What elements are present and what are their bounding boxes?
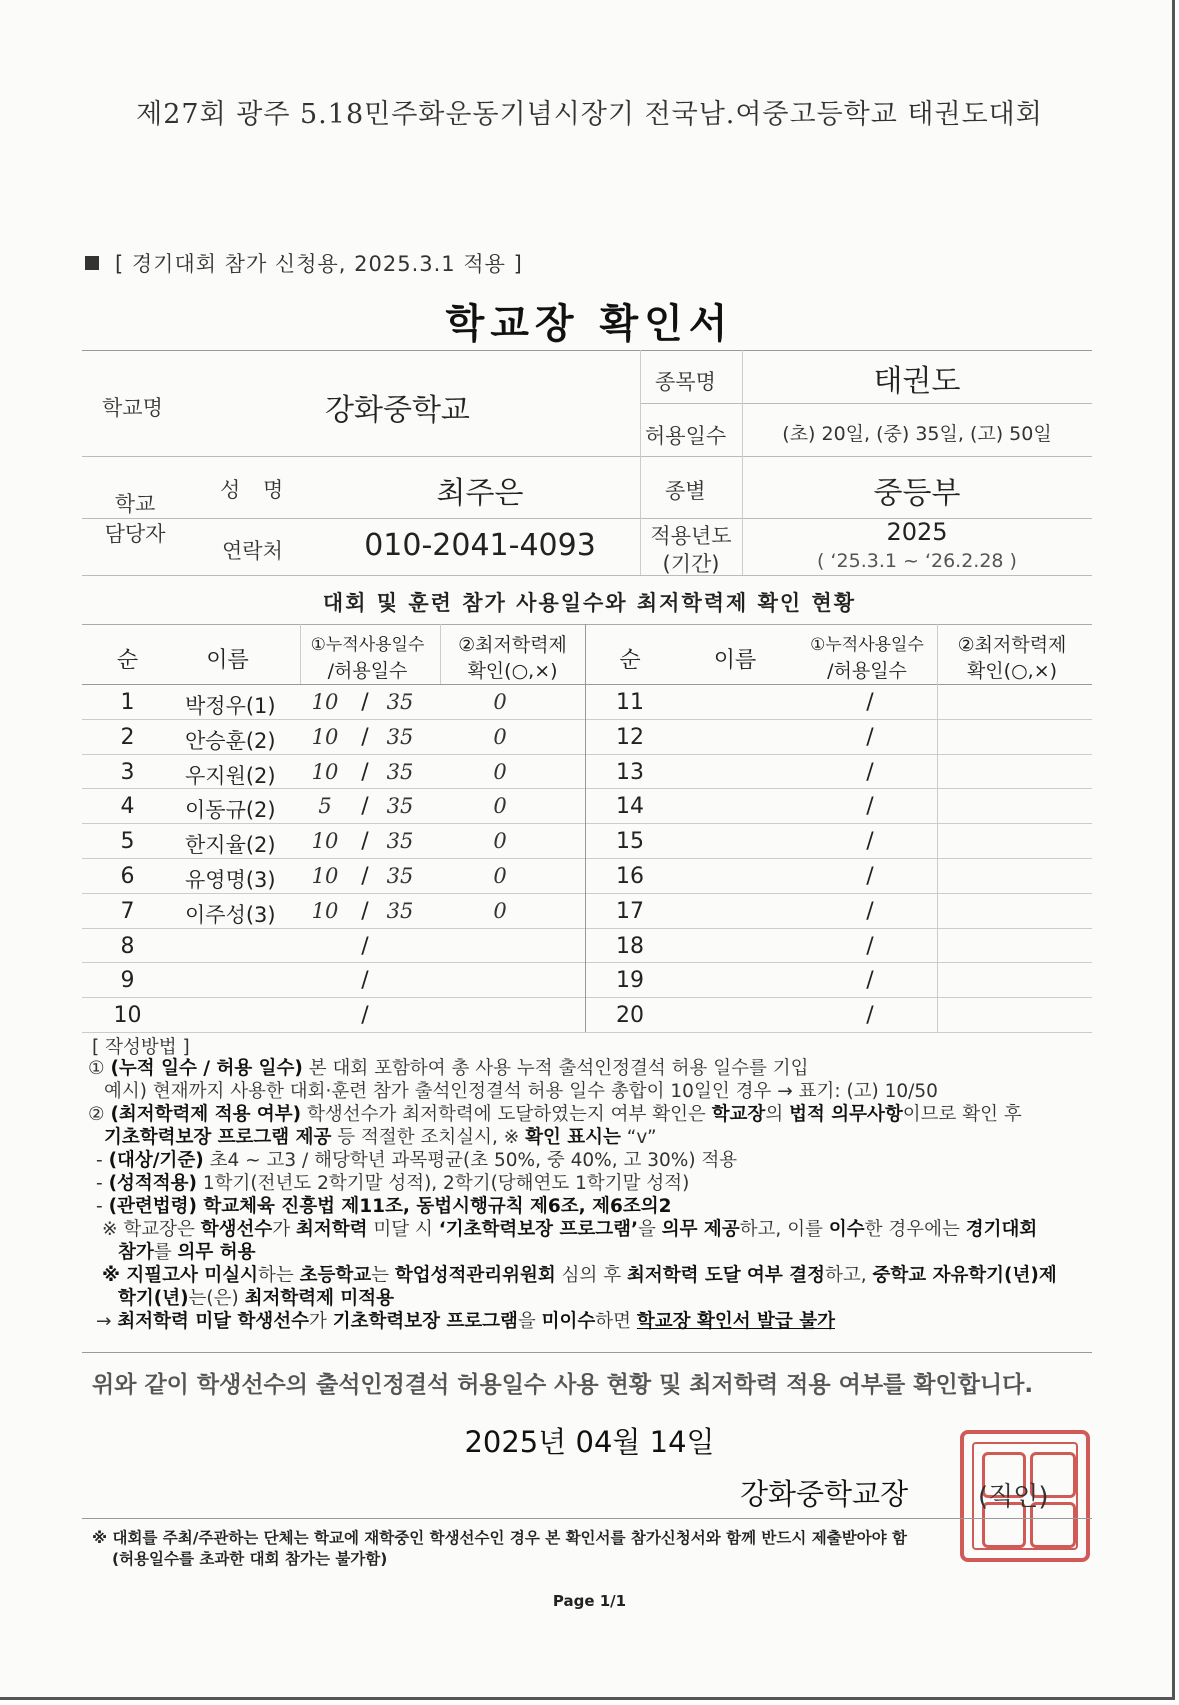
method-line-11: 학기(년)는(은) 최저학력제 미적용 xyxy=(118,1288,395,1309)
used-days: 10 xyxy=(311,864,339,888)
days-separator: / xyxy=(361,1003,369,1028)
allowed-days: 35 xyxy=(386,899,414,923)
days-separator: / xyxy=(866,829,874,854)
col-header-check-1-right: ②최저학력제 xyxy=(957,634,1067,656)
method-line-6: - (성적적용) 1학기(전년도 2학기말 성적), 2학기(당해연도 1학기말 성적) xyxy=(96,1173,690,1194)
days-separator: / xyxy=(866,690,874,715)
school-name-value: 강화중학교 xyxy=(325,393,470,428)
used-days: 5 xyxy=(318,794,332,818)
allowed-days: 35 xyxy=(386,829,414,853)
year-label-1: 적용년도 xyxy=(650,524,732,548)
allowed-days: 35 xyxy=(386,794,414,818)
days-separator: / xyxy=(866,1003,874,1028)
person-name-value: 최주은 xyxy=(436,476,524,511)
used-days: 10 xyxy=(311,725,339,749)
student-name: 한지율(2) xyxy=(185,833,276,857)
document-title: 학교장 확인서 xyxy=(445,301,734,347)
row-number: 8 xyxy=(120,934,135,959)
footer-note-2: (허용일수를 초과한 대회 참가는 불가함) xyxy=(112,1550,388,1568)
method-line-9: 참가를 의무 허용 xyxy=(118,1242,256,1263)
school-name-label: 학교명 xyxy=(102,396,163,420)
days-separator: / xyxy=(361,864,369,889)
col-header-check-2: 확인(○,×) xyxy=(467,660,558,682)
days-separator: / xyxy=(361,829,369,854)
days-separator: / xyxy=(866,760,874,785)
row-number: 2 xyxy=(120,725,135,750)
days-separator: / xyxy=(361,794,369,819)
method-line-3: ② (최저학력제 적용 여부) 학생선수가 최저학력에 도달하였는지 여부 확인은 학교장의 법적 의무사항이므로 확인 후 xyxy=(88,1104,1022,1125)
person-name-label: 성 명 xyxy=(220,478,292,502)
year-label-2: (기간) xyxy=(662,552,720,576)
usage-subtitle: [ 경기대회 참가 신청용, 2025.3.1 적용 ] xyxy=(85,248,523,278)
student-name: 박정우(1) xyxy=(185,694,276,718)
days-separator: / xyxy=(361,899,369,924)
row-number: 3 xyxy=(120,760,135,785)
footer-note-1: ※ 대회를 주최/주관하는 단체는 학교에 재학중인 학생선수인 경우 본 확인서를 참가신청서와 함께 반드시 제출받아야 함 xyxy=(92,1529,907,1547)
method-line-12: → 최저학력 미달 학생선수가 기초학력보장 프로그램을 미이수하면 학교장 확인서 발급 불가 xyxy=(96,1311,835,1332)
allowed-days: 35 xyxy=(386,864,414,888)
page-number: Page 1/1 xyxy=(552,1592,627,1610)
allowed-days: 35 xyxy=(386,760,414,784)
col-header-name-right: 이름 xyxy=(713,648,757,673)
col-header-check-1: ②최저학력제 xyxy=(458,634,567,656)
sport-value: 태권도 xyxy=(873,364,961,399)
method-line-1: ① (누적 일수 / 허용 일수) 본 대회 포함하여 총 사용 누적 출석인정결석 허용 일수를 기입 xyxy=(88,1058,809,1079)
days-separator: / xyxy=(866,968,874,993)
days-separator: / xyxy=(866,794,874,819)
manager-label-2: 담당자 xyxy=(104,522,166,546)
row-number: 15 xyxy=(616,829,644,854)
col-header-no-right: 순 xyxy=(619,648,641,673)
days-separator: / xyxy=(361,760,369,785)
row-number: 9 xyxy=(120,968,135,993)
student-name: 안승훈(2) xyxy=(185,729,276,753)
row-number: 10 xyxy=(113,1003,142,1028)
col-header-days-1: ①누적사용일수 xyxy=(310,635,425,655)
method-line-8: ※ 학교장은 학생선수가 최저학력 미달 시 ‘기초학력보장 프로그램’을 의무 제공하고, 이를 이수한 경우에는 경기대회 xyxy=(102,1219,1038,1240)
allowed-days: 35 xyxy=(386,690,414,714)
col-header-check-2-right: 확인(○,×) xyxy=(966,660,1058,682)
allowed-days-label: 허용일수 xyxy=(645,424,727,448)
student-name: 우지원(2) xyxy=(185,764,276,788)
row-number: 6 xyxy=(120,864,135,889)
used-days: 10 xyxy=(311,829,339,853)
principal-title: 강화중학교장 xyxy=(740,1477,909,1511)
row-number: 12 xyxy=(616,725,644,750)
row-number: 7 xyxy=(120,899,135,924)
method-line-4: 기초학력보장 프로그램 제공 등 적절한 조치실시, ※ 확인 표시는 “v” xyxy=(104,1127,657,1148)
manager-label-1: 학교 xyxy=(114,492,156,516)
row-number: 1 xyxy=(120,690,135,715)
method-line-10: ※ 지필고사 미실시하는 초등학교는 학업성적관리위원회 심의 후 최저학력 도달 여부 결정하고, 중학교 자유학기(년)제 xyxy=(102,1265,1057,1286)
academic-check: 0 xyxy=(493,864,507,888)
academic-check: 0 xyxy=(493,760,507,784)
row-number: 4 xyxy=(120,794,135,819)
method-line-7: - (관련법령) 학교체육 진흥법 제11조, 동법시행규칙 제6조, 제6조의2 xyxy=(96,1196,672,1217)
table-title: 대회 및 훈련 참가 사용일수와 최저학력제 확인 현황 xyxy=(322,591,857,615)
allowed-days-value: (초) 20일, (중) 35일, (고) 50일 xyxy=(782,423,1052,445)
days-separator: / xyxy=(361,934,369,959)
col-header-days-1-right: ①누적사용일수 xyxy=(810,635,924,655)
days-separator: / xyxy=(866,864,874,889)
col-header-days-2-right: /허용일수 xyxy=(827,660,907,682)
row-number: 14 xyxy=(616,794,644,819)
row-number: 13 xyxy=(616,760,644,785)
days-separator: / xyxy=(866,899,874,924)
row-number: 5 xyxy=(120,829,135,854)
division-value: 중등부 xyxy=(873,476,961,511)
method-line-2: 예시) 현재까지 사용한 대회·훈련 참가 출석인정결석 허용 일수 총합이 10일인 경우 → 표기: (고) 10/50 xyxy=(104,1081,938,1102)
confirmation-date: 2025년 04월 14일 xyxy=(464,1425,715,1459)
days-separator: / xyxy=(866,725,874,750)
student-name: 이동규(2) xyxy=(185,798,276,822)
used-days: 10 xyxy=(311,690,339,714)
academic-check: 0 xyxy=(493,794,507,818)
sport-label: 종목명 xyxy=(655,370,716,394)
seal-label: (직인) xyxy=(978,1482,1049,1512)
days-separator: / xyxy=(361,690,369,715)
student-name: 이주성(3) xyxy=(185,903,276,927)
method-heading: [ 작성방법 ] xyxy=(92,1037,190,1058)
row-number: 16 xyxy=(616,864,644,889)
academic-check: 0 xyxy=(493,690,507,714)
contact-value: 010-2041-4093 xyxy=(364,528,596,563)
academic-check: 0 xyxy=(493,829,507,853)
period-value: ( ‘25.3.1 ~ ‘26.2.28 ) xyxy=(817,550,1017,572)
method-line-5: - (대상/기준) 초4 ~ 고3 / 해당학년 과목평균(초 50%, 중 40%, 고 30%) 적용 xyxy=(96,1150,738,1171)
student-name: 유영명(3) xyxy=(185,868,276,892)
division-label: 종별 xyxy=(665,479,706,503)
year-value: 2025 xyxy=(886,518,948,546)
col-header-no: 순 xyxy=(116,648,139,673)
row-number: 17 xyxy=(616,899,644,924)
days-separator: / xyxy=(866,934,874,959)
row-number: 11 xyxy=(616,690,644,715)
days-separator: / xyxy=(361,968,369,993)
contact-label: 연락처 xyxy=(222,539,283,563)
col-header-name: 이름 xyxy=(206,648,249,673)
used-days: 10 xyxy=(311,899,339,923)
col-header-days-2: /허용일수 xyxy=(327,660,408,682)
days-separator: / xyxy=(361,725,369,750)
row-number: 18 xyxy=(616,934,644,959)
row-number: 19 xyxy=(616,968,644,993)
confirmation-statement: 위와 같이 학생선수의 출석인정결석 허용일수 사용 현황 및 최저학력 적용 여부를 확인합니다. xyxy=(92,1372,1034,1398)
tournament-title: 제27회 광주 5.18민주화운동기념시장기 전국남.여중고등학교 태권도대회 xyxy=(136,99,1043,130)
used-days: 10 xyxy=(311,760,339,784)
allowed-days: 35 xyxy=(386,725,414,749)
academic-check: 0 xyxy=(493,725,507,749)
academic-check: 0 xyxy=(493,899,507,923)
row-number: 20 xyxy=(616,1003,644,1028)
square-bullet-icon xyxy=(85,256,99,270)
